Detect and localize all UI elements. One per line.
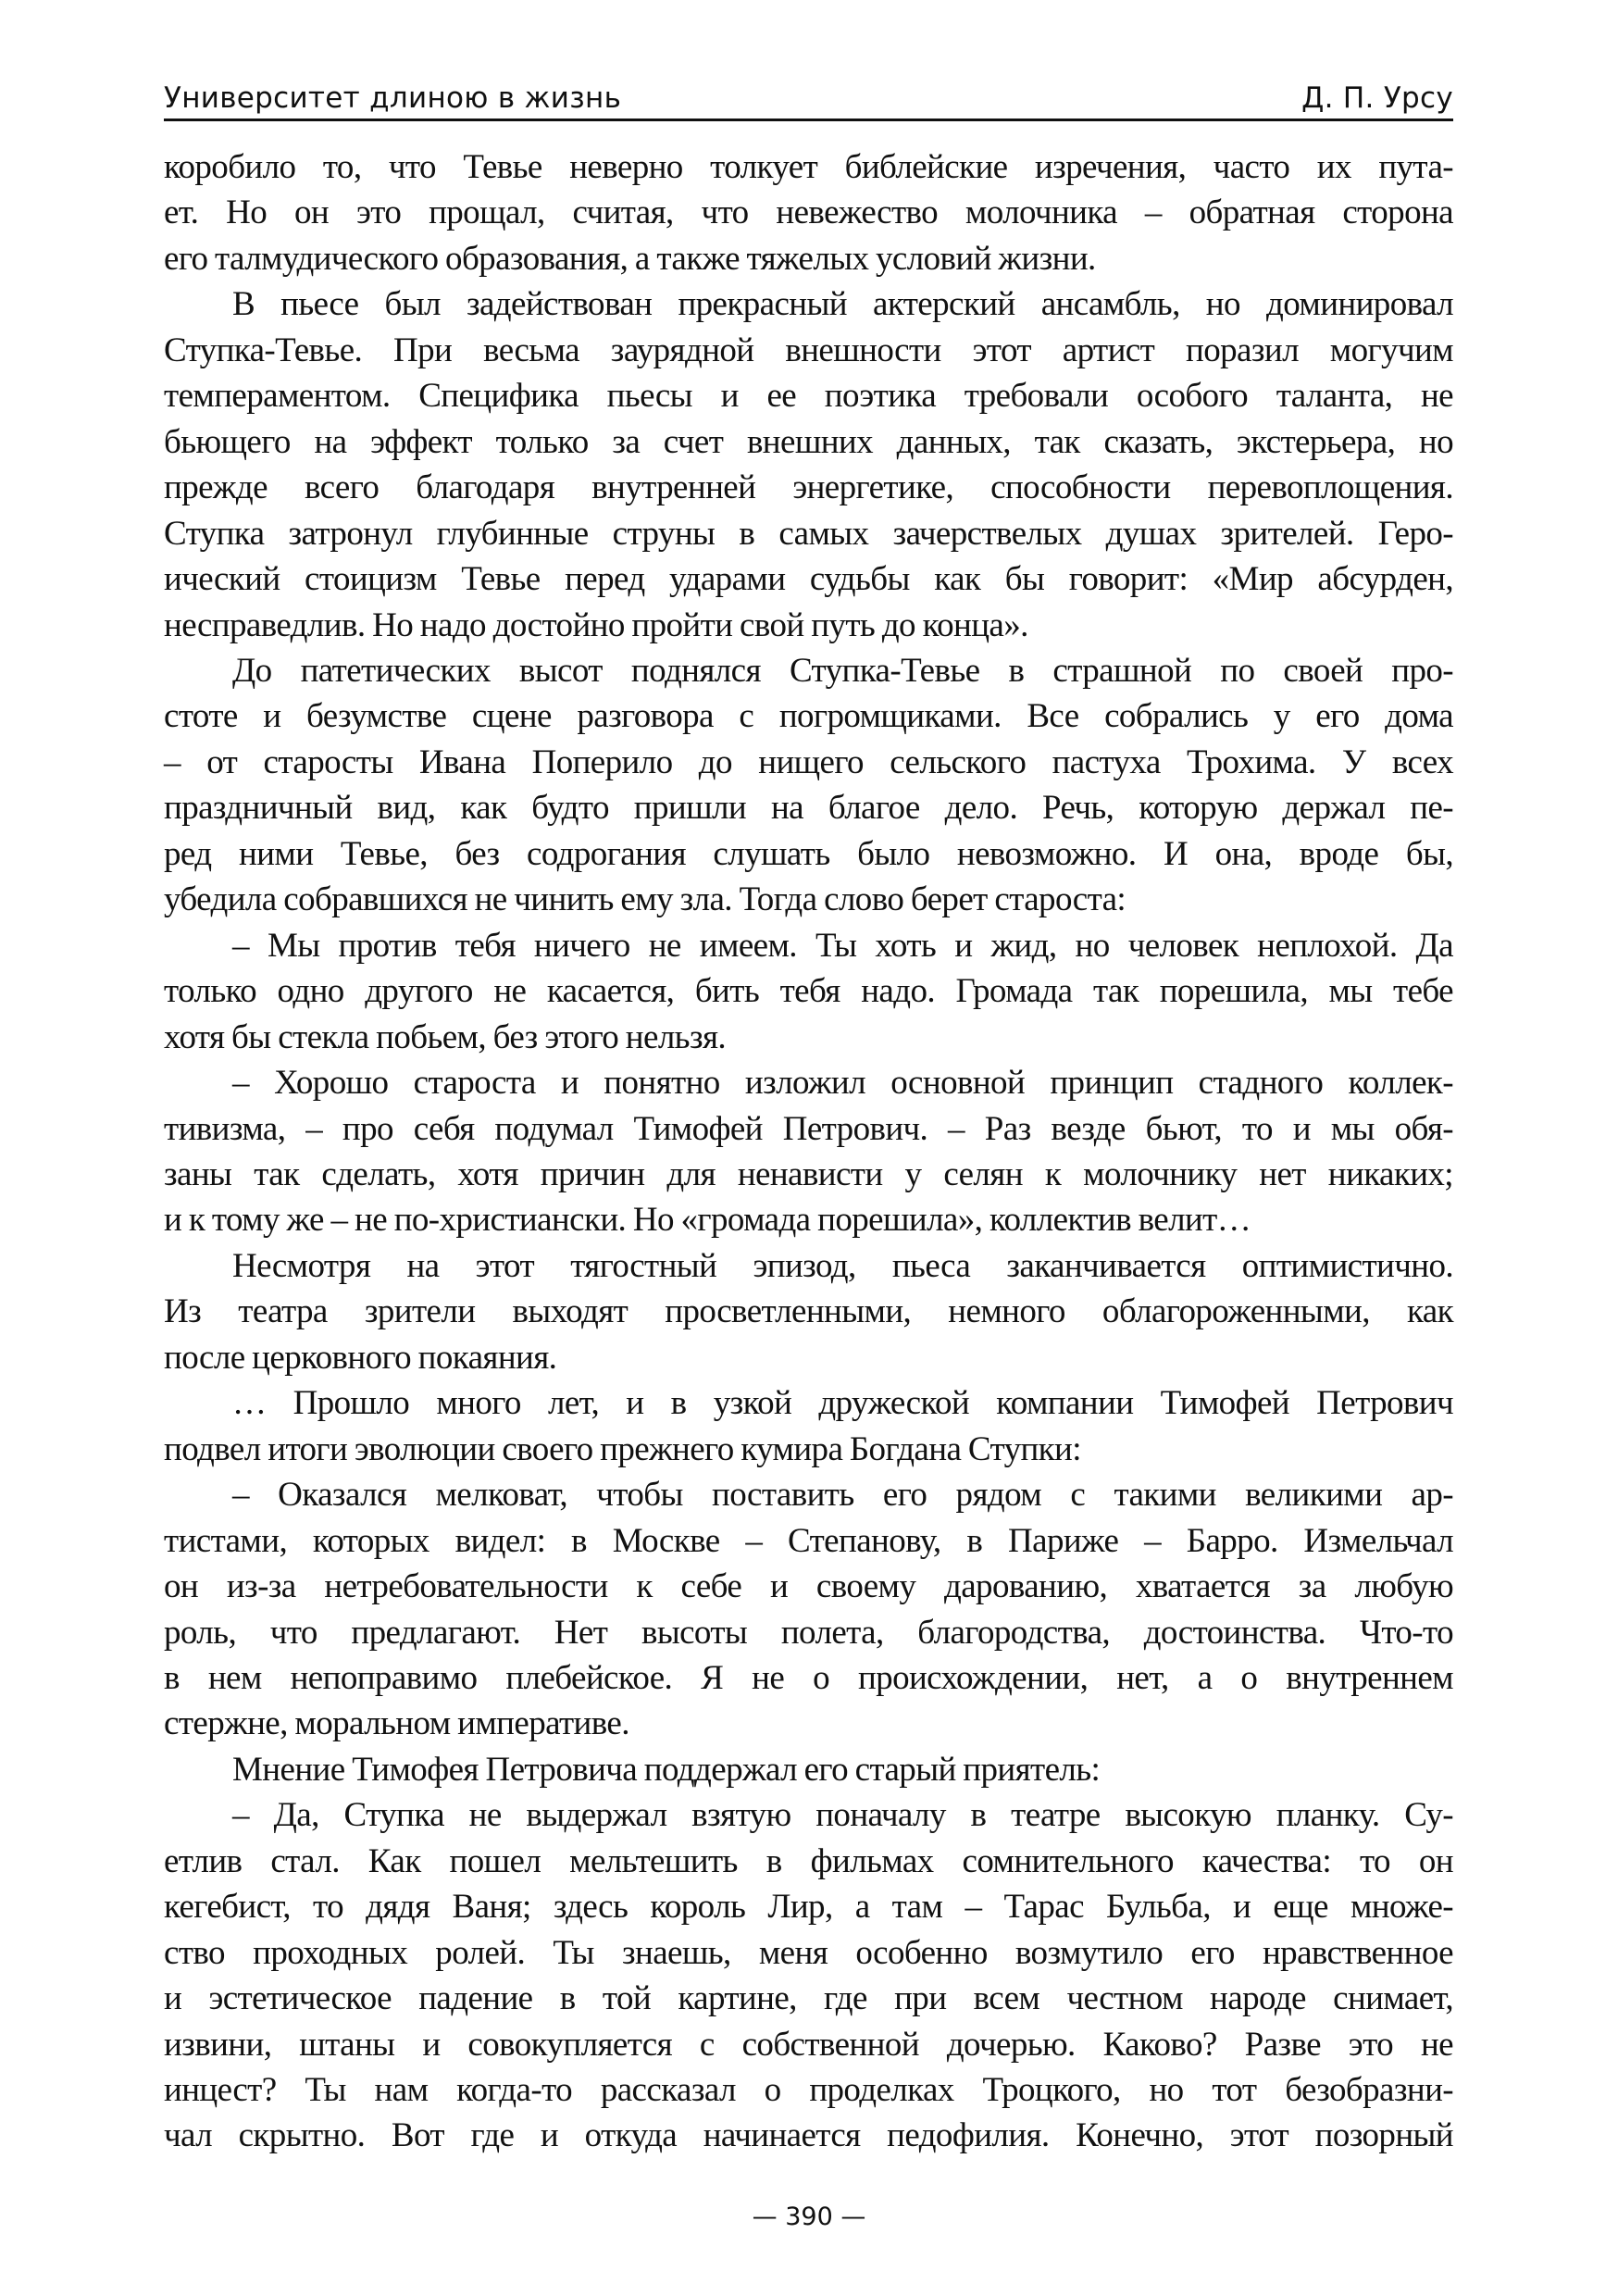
- text-line: праздничный вид, как будто пришли на благое дело. Речь, которую держал пе-: [164, 789, 1453, 828]
- text-line: – Оказался мелковат, чтобы поставить его рядом с такими великими ар-: [232, 1476, 1453, 1515]
- text-line: в нем непоправимо плебейское. Я не о происхождении, нет, а о внутреннем: [164, 1658, 1453, 1697]
- text-line: заны так сделать, хотя причин для ненависти у селян к молочнику нет никаких;: [164, 1154, 1453, 1193]
- text-line: тистами, которых видел: в Москве – Степанову, в Париже – Барро. Измельчал: [164, 1521, 1453, 1560]
- text-line: темпераментом. Специфика пьесы и ее поэтика требовали особого таланта, не: [164, 377, 1453, 416]
- text-line: Мнение Тимофея Петровича поддержал его старый приятель:: [232, 1750, 1101, 1789]
- text-line: Ступка-Тевье. При весьма заурядной внешности этот артист поразил могучим: [164, 331, 1453, 369]
- running-header: [164, 78, 1453, 121]
- text-line: – от старосты Ивана Поперило до нищего сельского пастуха Трохима. У всех: [164, 742, 1453, 781]
- text-line: несправедлив. Но надо достойно пройти свой путь до конца».: [164, 605, 1028, 644]
- text-line: после церковного покаяния.: [164, 1338, 557, 1377]
- text-line: Ступка затронул глубинные струны в самых зачерствелых душах зрителей. Геро-: [164, 514, 1453, 553]
- text-line: До патетических высот поднялся Ступка-Тевье в страшной по своей про-: [232, 651, 1453, 690]
- text-line: кегебист, то дядя Ваня; здесь король Лир, а там – Тарас Бульба, и еще множе-: [164, 1888, 1453, 1927]
- text-line: ство проходных ролей. Ты знаешь, меня особенно возмутило его нравственное: [164, 1933, 1453, 1972]
- text-line: етлив стал. Как пошел мельтешить в фильмах сомнительного качества: то он: [164, 1841, 1453, 1880]
- text-line: Несмотря на этот тягостный эпизод, пьеса заканчивается оптимистично.: [232, 1246, 1453, 1285]
- text-line: подвел итоги эволюции своего прежнего кумира Богдана Ступки:: [164, 1429, 1081, 1468]
- text-line: роль, что предлагают. Нет высоты полета, благородства, достоинства. Что-то: [164, 1613, 1453, 1652]
- text-line: ет. Но он это прощал, считая, что невежество молочника – обратная сторона: [164, 193, 1453, 232]
- text-line: В пьесе был задействован прекрасный актерский ансамбль, но доминировал: [232, 285, 1453, 324]
- paragraph: [164, 1060, 1453, 1243]
- text-line: – Мы против тебя ничего не имеем. Ты хоть и жид, но человек неплохой. Да: [232, 926, 1453, 965]
- author-name: Д. П. Урсу: [1301, 81, 1453, 115]
- text-line: только одно другого не касается, бить тебя надо. Громада так порешила, мы тебе: [164, 972, 1453, 1011]
- book-title: Университет длиною в жизнь: [164, 81, 622, 115]
- text-line: … Прошло много лет, и в узкой дружеской компании Тимофей Петрович: [232, 1384, 1453, 1423]
- text-line: и эстетическое падение в той картине, где при всем честном народе снимает,: [164, 1979, 1453, 2018]
- paragraph: [164, 1747, 1453, 1792]
- text-line: – Хорошо староста и понятно изложил основной принцип стадного коллек-: [232, 1064, 1453, 1103]
- text-line: коробило то, что Тевье неверно толкует библейские изречения, часто их пута-: [164, 148, 1453, 186]
- paragraph: [164, 281, 1453, 648]
- text-line: ред ними Тевье, без содрогания слушать было невозможно. И она, вроде бы,: [164, 834, 1453, 873]
- paragraph: [164, 1472, 1453, 1747]
- page-number: — 390 —: [752, 2202, 866, 2231]
- text-line: извини, штаны и совокупляется с собственной дочерью. Каково? Разве это не: [164, 2025, 1453, 2064]
- paragraph: [164, 923, 1453, 1060]
- text-line: стержне, моральном императиве.: [164, 1704, 629, 1743]
- text-line: – Да, Ступка не выдержал взятую поначалу в театре высокую планку. Су-: [232, 1796, 1453, 1835]
- text-line: стоте и безумстве сцене разговора с погромщиками. Все собрались у его дома: [164, 697, 1453, 736]
- paragraph: [164, 648, 1453, 923]
- text-line: тивизма, – про себя подумал Тимофей Петрович. – Раз везде бьют, то и мы обя-: [164, 1109, 1453, 1148]
- text-line: прежде всего благодаря внутренней энергетике, способности перевоплощения.: [164, 468, 1453, 507]
- text-line: и к тому же – не по-христиански. Но «громада порешила», коллектив велит…: [164, 1201, 1251, 1240]
- text-line: инцест? Ты нам когда-то рассказал о проделках Троцкого, но тот безобразни-: [164, 2071, 1453, 2110]
- paragraph: [164, 144, 1453, 281]
- paragraph: [164, 1380, 1453, 1472]
- text-line: он из-за нетребовательности к себе и своему дарованию, хватается за любую: [164, 1567, 1453, 1606]
- paragraph: [164, 1792, 1453, 2159]
- text-line: хотя бы стекла побьем, без этого нельзя.: [164, 1017, 727, 1056]
- text-line: убедила собравшихся не чинить ему зла. Тогда слово берет староста:: [164, 880, 1126, 919]
- paragraph: [164, 1243, 1453, 1380]
- text-line: Из театра зрители выходят просветленными, немного облагороженными, как: [164, 1292, 1453, 1331]
- text-line: чал скрытно. Вот где и откуда начинается педофилия. Конечно, этот позорный: [164, 2116, 1453, 2155]
- text-line: ический стоицизм Тевье перед ударами судьбы как бы говорит: «Мир абсурден,: [164, 560, 1453, 599]
- page-body: [164, 144, 1453, 2159]
- text-line: его талмудического образования, а также тяжелых условий жизни.: [164, 239, 1096, 278]
- text-line: бьющего на эффект только за счет внешних данных, так сказать, экстерьера, но: [164, 422, 1453, 461]
